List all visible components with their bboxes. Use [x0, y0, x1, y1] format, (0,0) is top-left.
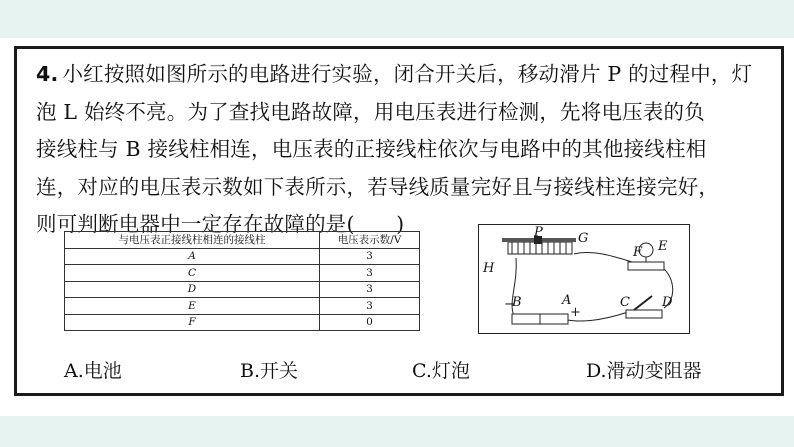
question-line-4: 连，对应的电压表示数如下表所示，若导线质量完好且与接线柱连接完好，	[36, 174, 720, 199]
header-band	[0, 0, 794, 38]
svg-text:P: P	[534, 225, 543, 240]
question-line-1: 4. 小红按照如图所示的电路进行实验，闭合开关后，移动滑片 P 的过程中，灯	[36, 62, 753, 86]
option-d[interactable]: D.滑动变阻器	[586, 360, 702, 382]
answer-options	[64, 356, 764, 382]
table-row: D 3	[65, 281, 420, 298]
circuit-diagram	[478, 224, 690, 334]
svg-text:F: F	[633, 245, 643, 260]
svg-text:G: G	[578, 231, 589, 246]
svg-text:H: H	[483, 261, 495, 276]
svg-text:C: C	[620, 295, 630, 310]
question-number: 4.	[36, 62, 59, 86]
switch	[626, 296, 662, 318]
svg-text:−: −	[504, 297, 515, 312]
battery	[512, 314, 568, 324]
table-header-row	[65, 232, 420, 249]
svg-text:+: +	[570, 305, 581, 320]
question-text	[36, 56, 778, 244]
table-row: E 3	[65, 298, 420, 315]
option-c[interactable]: C.灯泡	[412, 360, 470, 382]
table-row: A 3	[65, 248, 420, 265]
question-line-3: 接线柱与 B 接线柱相连，电压表的正接线柱依次与电路中的其他接线柱相	[36, 137, 707, 161]
question-line-2: 泡 L 始终不亮。为了查找电路故障，用电压表进行检测，先将电压表的负	[36, 99, 705, 124]
voltage-table	[64, 231, 420, 331]
option-a[interactable]: A.电池	[64, 360, 122, 382]
table-row: F 0	[65, 314, 420, 331]
table-row: C 3	[65, 265, 420, 282]
footer-band	[0, 416, 794, 447]
svg-text:B: B	[512, 295, 522, 310]
svg-text:A: A	[562, 293, 572, 308]
option-b[interactable]: B.开关	[240, 360, 299, 382]
table-header-voltage: 电压表示数/V	[320, 232, 420, 249]
svg-text:E: E	[658, 239, 668, 254]
table-header-terminal: 与电压表正接线柱相连的接线柱	[65, 232, 320, 249]
svg-text:D: D	[662, 295, 673, 310]
question-line-5: 则可判断电器中一定存在故障的是( )	[36, 212, 405, 236]
